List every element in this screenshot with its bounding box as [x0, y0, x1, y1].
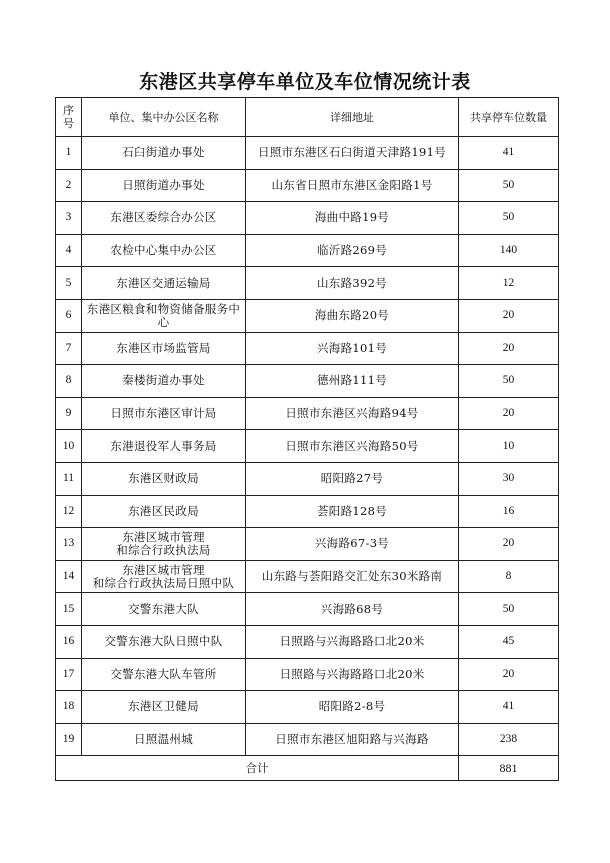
row-unit-name: 交警东港大队日照中队: [82, 625, 246, 658]
row-index: 7: [56, 332, 82, 365]
total-label: 合计: [56, 756, 459, 781]
row-unit-name: 交警东港大队车管所: [82, 658, 246, 691]
row-index: 5: [56, 267, 82, 300]
table-row: [56, 397, 559, 430]
table-row: [56, 462, 559, 495]
row-unit-name: 东港区卫健局: [82, 691, 246, 724]
row-address: 兴海路67-3号: [246, 528, 459, 561]
row-index: 19: [56, 723, 82, 756]
table-row: [56, 495, 559, 528]
row-unit-name: 东港区城市管理 和综合行政执法局: [82, 528, 246, 561]
row-address: 日照路与兴海路路口北20米: [246, 625, 459, 658]
table-row: [56, 658, 559, 691]
row-address: 昭阳路27号: [246, 462, 459, 495]
row-address: 荟阳路128号: [246, 495, 459, 528]
row-unit-name: 东港区城市管理 和综合行政执法局日照中队: [82, 560, 246, 593]
row-address: 山东路392号: [246, 267, 459, 300]
row-index: 3: [56, 202, 82, 235]
row-parking-count: 50: [459, 593, 559, 626]
row-index: 17: [56, 658, 82, 691]
row-index: 18: [56, 691, 82, 724]
header-index: [56, 98, 82, 137]
row-address: 山东路与荟阳路交汇处东30米路南: [246, 560, 459, 593]
row-parking-count: 45: [459, 625, 559, 658]
row-unit-name: 交警东港大队: [82, 593, 246, 626]
row-parking-count: 41: [459, 137, 559, 170]
row-parking-count: 20: [459, 658, 559, 691]
table-row: [56, 625, 559, 658]
row-address: 临沂路269号: [246, 234, 459, 267]
header-count: 共享停车位数量: [459, 98, 559, 137]
row-unit-name: 东港退役军人事务局: [82, 430, 246, 463]
row-index: 15: [56, 593, 82, 626]
row-index: 12: [56, 495, 82, 528]
row-parking-count: 238: [459, 723, 559, 756]
header-index-text: 序号: [63, 104, 74, 130]
row-parking-count: 41: [459, 691, 559, 724]
table-row: [56, 202, 559, 235]
row-index: 2: [56, 169, 82, 202]
row-index: 10: [56, 430, 82, 463]
row-parking-count: 12: [459, 267, 559, 300]
row-unit-name: 石臼街道办事处: [82, 137, 246, 170]
row-index: 16: [56, 625, 82, 658]
header-address: 详细地址: [246, 98, 459, 137]
table-row: [56, 723, 559, 756]
total-count: 881: [459, 756, 559, 781]
row-unit-name: 东港区民政局: [82, 495, 246, 528]
row-unit-name: 日照街道办事处: [82, 169, 246, 202]
row-index: 14: [56, 560, 82, 593]
row-address: 兴海路68号: [246, 593, 459, 626]
row-index: 11: [56, 462, 82, 495]
table-row: [56, 528, 559, 561]
row-address: 日照市东港区石臼街道天津路191号: [246, 137, 459, 170]
row-index: 6: [56, 299, 82, 332]
row-parking-count: 20: [459, 397, 559, 430]
table-row: [56, 691, 559, 724]
row-parking-count: 20: [459, 332, 559, 365]
table-body: [56, 137, 559, 781]
row-address: 海曲东路20号: [246, 299, 459, 332]
row-parking-count: 50: [459, 202, 559, 235]
table-header-row: [56, 98, 559, 137]
row-unit-name: 日照温州城: [82, 723, 246, 756]
table-row: [56, 137, 559, 170]
table-row: [56, 234, 559, 267]
table-row: [56, 365, 559, 398]
row-address: 昭阳路2-8号: [246, 691, 459, 724]
row-address: 日照路与兴海路路口北20米: [246, 658, 459, 691]
table-row: [56, 593, 559, 626]
row-index: 1: [56, 137, 82, 170]
table-row: [56, 267, 559, 300]
row-parking-count: 30: [459, 462, 559, 495]
header-name: 单位、集中办公区名称: [82, 98, 246, 137]
row-address: 兴海路101号: [246, 332, 459, 365]
table-row: [56, 332, 559, 365]
table-row: [56, 299, 559, 332]
row-unit-name: 东港区粮食和物资储备服务中心: [82, 299, 246, 332]
row-address: 日照市东港区兴海路50号: [246, 430, 459, 463]
row-address: 山东省日照市东港区金阳路1号: [246, 169, 459, 202]
row-address: 海曲中路19号: [246, 202, 459, 235]
row-index: 13: [56, 528, 82, 561]
row-address: 德州路111号: [246, 365, 459, 398]
row-parking-count: 8: [459, 560, 559, 593]
row-address: 日照市东港区兴海路94号: [246, 397, 459, 430]
row-parking-count: 50: [459, 365, 559, 398]
table-row: [56, 430, 559, 463]
row-unit-name: 东港区委综合办公区: [82, 202, 246, 235]
row-address: 日照市东港区旭阳路与兴海路: [246, 723, 459, 756]
row-unit-name: 东港区交通运输局: [82, 267, 246, 300]
row-parking-count: 140: [459, 234, 559, 267]
row-unit-name: 日照市东港区审计局: [82, 397, 246, 430]
page-title: 东港区共享停车单位及车位情况统计表: [139, 71, 471, 93]
row-parking-count: 50: [459, 169, 559, 202]
table-row: [56, 560, 559, 593]
row-parking-count: 20: [459, 528, 559, 561]
row-parking-count: 20: [459, 299, 559, 332]
row-index: 8: [56, 365, 82, 398]
total-row: [56, 756, 559, 781]
table-row: [56, 169, 559, 202]
row-index: 4: [56, 234, 82, 267]
row-unit-name: 秦楼街道办事处: [82, 365, 246, 398]
row-unit-name: 东港区市场监管局: [82, 332, 246, 365]
row-parking-count: 10: [459, 430, 559, 463]
row-index: 9: [56, 397, 82, 430]
row-unit-name: 农检中心集中办公区: [82, 234, 246, 267]
row-parking-count: 16: [459, 495, 559, 528]
row-unit-name: 东港区财政局: [82, 462, 246, 495]
parking-stats-table: [55, 97, 559, 781]
